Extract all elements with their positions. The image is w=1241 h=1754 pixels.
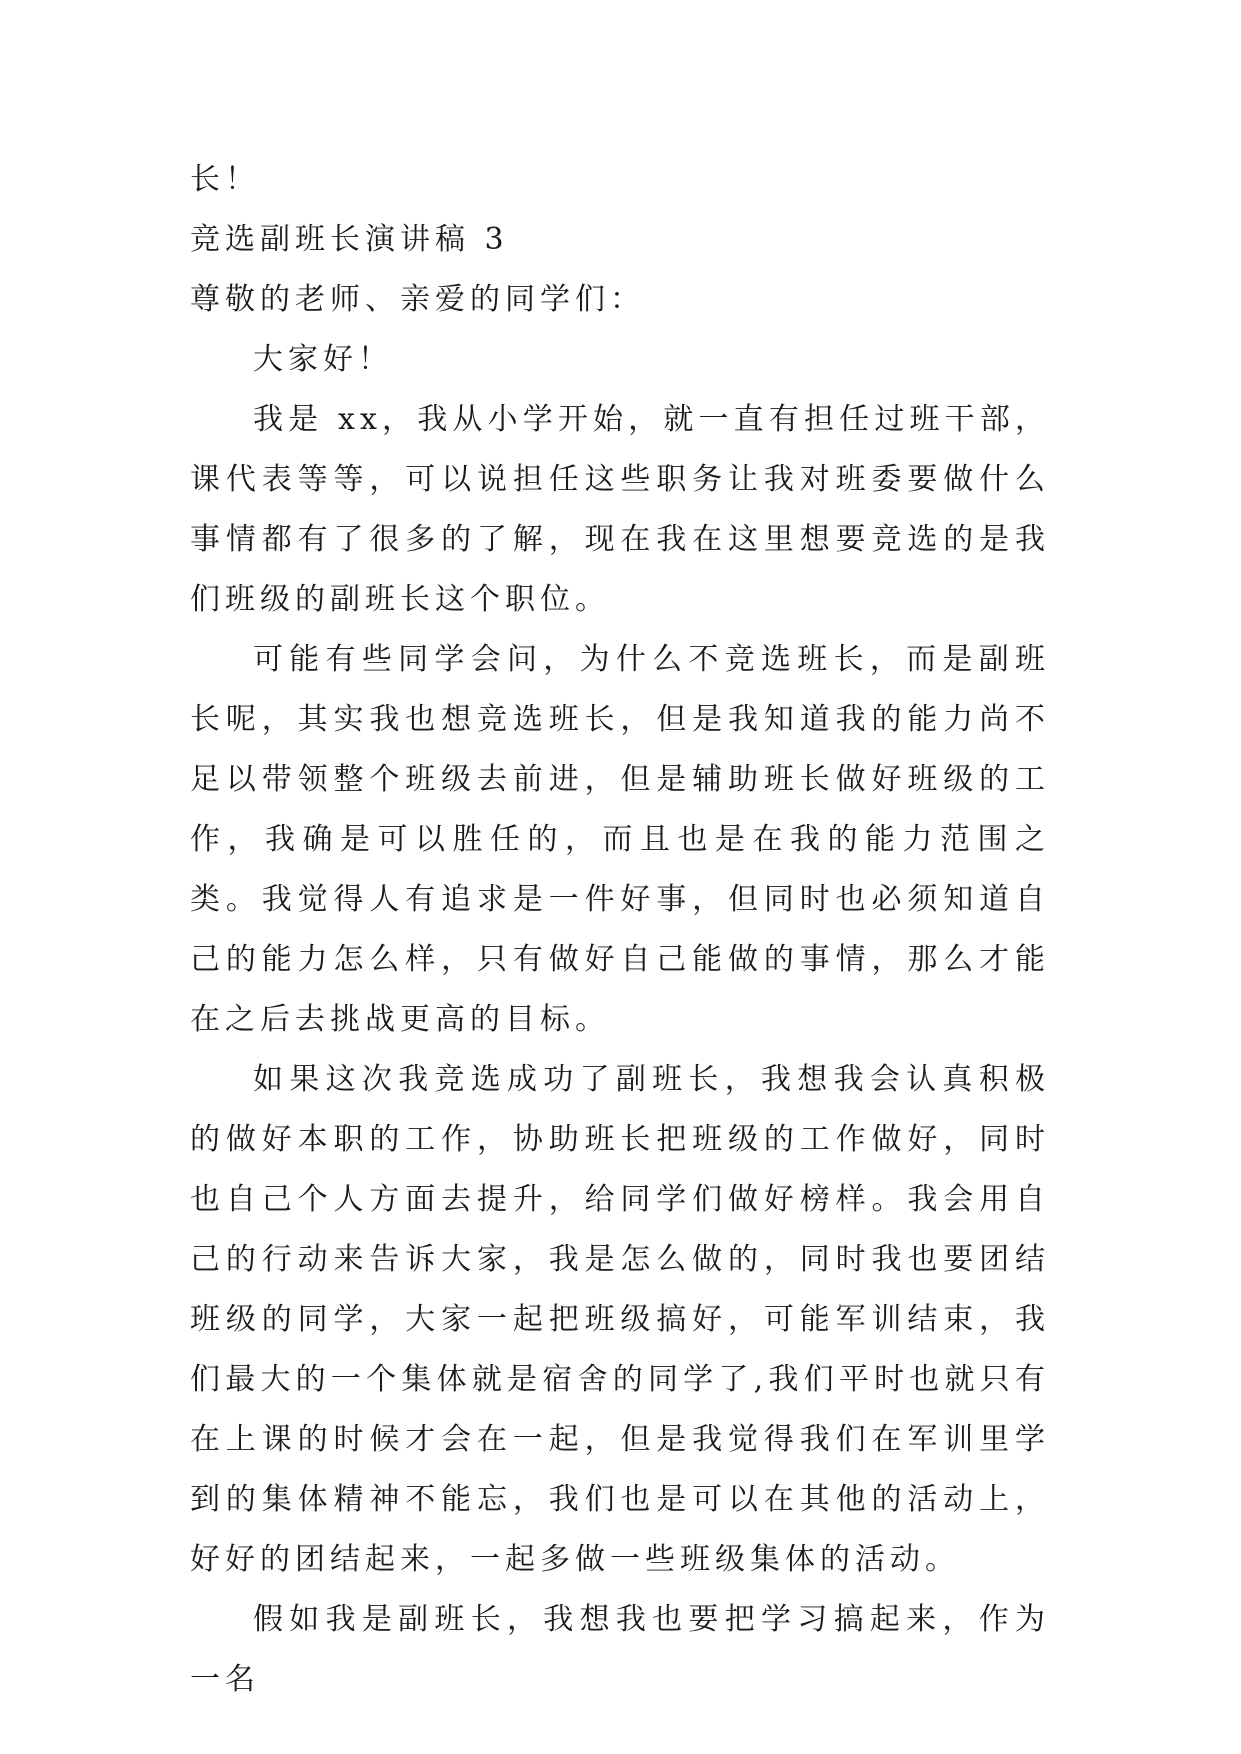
salutation: 尊敬的老师、亲爱的同学们： <box>190 282 645 317</box>
greeting: 大家好！ <box>253 342 393 377</box>
body-paragraph-1: 我是 xx，我从小学开始，就一直有担任过班干部，课代表等等，可以说担任这些职务让我对班委要做什么事情都有了很多的了解，现在我在这里想要竞选的是我们班级的副班长这个职位。 <box>190 402 1050 617</box>
document-title: 竞选副班长演讲稿 3 <box>190 222 509 257</box>
body-paragraph-4: 假如我是副班长，我想我也要把学习搞起来，作为一名 <box>190 1602 1050 1697</box>
document-page <box>190 150 1050 1710</box>
carryover-fragment: 长！ <box>190 162 260 197</box>
body-paragraph-3: 如果这次我竞选成功了副班长，我想我会认真积极的做好本职的工作，协助班长把班级的工作做好，同时也自己个人方面去提升，给同学们做好榜样。我会用自己的行动来告诉大家，我是怎么做的，同时我也要团结班级的同学，大家一起把班级搞好，可能军训结束，我们最大的一个集体就是宿舍的同学了,我们平时也就只有在上课的时候才会在一起，但是我觉得我们在军训里学到的集体精神不能忘，我们也是可以在其他的活动上，好好的团结起来，一起多做一些班级集体的活动。 <box>190 1062 1050 1577</box>
body-paragraph-2: 可能有些同学会问，为什么不竞选班长，而是副班长呢，其实我也想竞选班长，但是我知道我的能力尚不足以带领整个班级去前进，但是辅助班长做好班级的工作，我确是可以胜任的，而且也是在我的能力范围之类。我觉得人有追求是一件好事，但同时也必须知道自己的能力怎么样，只有做好自己能做的事情，那么才能在之后去挑战更高的目标。 <box>190 642 1050 1037</box>
